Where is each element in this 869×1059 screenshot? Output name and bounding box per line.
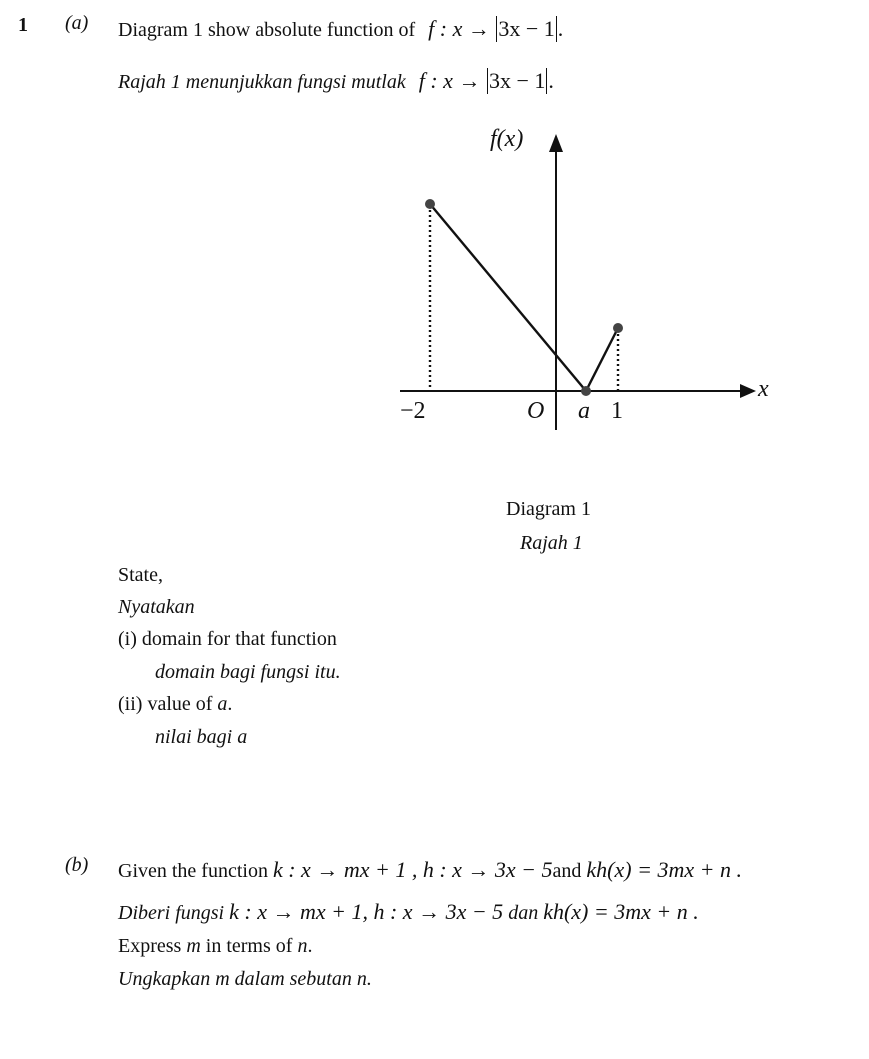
- part-b-line-1-and: and: [552, 860, 582, 882]
- state-ms: Nyatakan: [118, 596, 195, 618]
- part-b-line-1-math: k : x → mx + 1 , h : x → 3x − 5: [272, 857, 553, 882]
- item-i-text: domain for that function: [141, 628, 337, 650]
- item-ii-suffix: .: [227, 693, 233, 715]
- part-a-label: (a): [65, 12, 89, 34]
- part-b-line-4: Ungkapkan m dalam sebutan n.: [118, 968, 372, 990]
- part-a-stem-ms-math-inner: 3x − 1: [488, 68, 546, 93]
- part-a-stem-en-math-inner: 3x − 1: [498, 16, 555, 41]
- origin-label: O: [527, 398, 545, 424]
- item-ii-var: a: [217, 693, 228, 715]
- part-b-line-3-end: .: [307, 935, 313, 957]
- item-ii-en: [118, 693, 232, 716]
- part-b-line-3-n: n: [297, 935, 308, 957]
- graph-right-branch: [586, 328, 618, 391]
- y-axis-arrow: [549, 134, 563, 152]
- graph-left-branch: [430, 204, 586, 391]
- part-b-line-3: [118, 935, 312, 958]
- question-number: 1: [18, 14, 28, 36]
- part-a-stem-en-text: Diagram 1 show absolute function of: [118, 19, 416, 41]
- part-b-line-2-prefix: Diberi fungsi: [118, 902, 225, 924]
- part-a-stem-en-math-lhs: f : x →: [428, 16, 496, 41]
- item-ii-text: value of: [147, 693, 218, 715]
- diagram-caption-ms: Rajah 1: [520, 532, 583, 554]
- state-en: State,: [118, 564, 163, 586]
- tick-label-neg2: −2: [400, 398, 426, 424]
- endpoint-left: [425, 199, 435, 209]
- diagram-caption-en: Diagram 1: [506, 498, 591, 520]
- part-b-label: (b): [65, 854, 89, 876]
- part-a-stem-ms-period: .: [548, 68, 554, 93]
- endpoint-right: [613, 323, 623, 333]
- item-i-en: [118, 628, 337, 651]
- item-ii-num: (ii): [118, 693, 143, 715]
- x-axis-label: x: [758, 376, 769, 402]
- tick-label-1: 1: [611, 398, 623, 424]
- part-a-stem-ms-math-lhs: f : x →: [418, 68, 486, 93]
- vertex-point: [581, 386, 591, 396]
- part-b-line-3-m: m: [186, 935, 201, 957]
- part-b-line-3-mid: in terms of: [200, 935, 298, 957]
- x-axis-arrow: [740, 384, 756, 398]
- part-b-line-2-math: k : x → mx + 1, h : x → 3x − 5: [229, 899, 504, 924]
- part-b-line-2-dan: dan: [508, 902, 539, 924]
- y-axis-label: f(x): [490, 126, 524, 152]
- part-b-line-2: [118, 899, 699, 925]
- tick-label-a: a: [578, 398, 590, 424]
- part-b-line-1-prefix: Given the function: [118, 860, 268, 882]
- part-a-stem-en-period: .: [557, 16, 564, 41]
- part-b-line-1-math2: kh(x) = 3mx + n .: [586, 857, 742, 882]
- part-b-line-1: [118, 857, 742, 883]
- part-a-stem-ms-text: Rajah 1 menunjukkan fungsi mutlak: [118, 71, 406, 93]
- part-b-line-2-math2: kh(x) = 3mx + n .: [543, 899, 699, 924]
- item-ii-ms: nilai bagi a: [155, 726, 248, 748]
- item-i-num: (i): [118, 628, 137, 650]
- part-b-line-3-prefix: Express: [118, 935, 187, 957]
- item-i-ms: domain bagi fungsi itu.: [155, 661, 341, 683]
